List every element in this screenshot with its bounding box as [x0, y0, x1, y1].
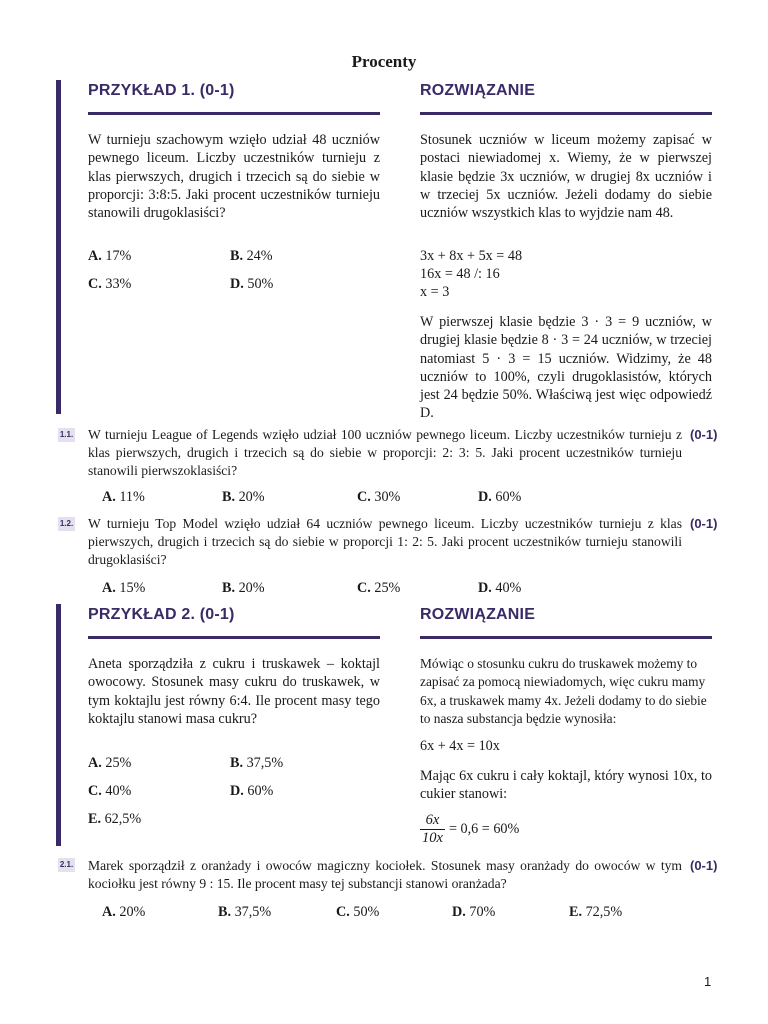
example-1-solution-end: W pierwszej klasie będzie 3 · 3 = 9 uczniów, w drugiej klasie będzie 8 · 3 = 24 uczniów, w trzeciej natomiast 5 · 3 = 15 uczniów. Widzimy, że 48 uczniów to 100%, czyli drugoklasistów, których jest 24 będzie 50%. Właściwą jest więc odpowiedź D.: [420, 314, 712, 422]
task-1-2-option-c: C. 25%: [357, 580, 401, 596]
example-2-option-c: C. 40%: [88, 783, 132, 799]
task-1-2-points: (0-1): [690, 516, 718, 531]
example-1-equation-2: 16x = 48 /: 16: [420, 266, 500, 282]
example-2-option-e: E. 62,5%: [88, 811, 142, 827]
example-1-option-b: B. 24%: [230, 248, 273, 264]
example-1-option-a: A. 17%: [88, 248, 132, 264]
example-2-solution-rule: [420, 636, 712, 639]
example-1-solution-rule: [420, 112, 712, 115]
example-2-solution-mid: Mając 6x cukru i cały koktajl, który wynosi 10x, to cukier stanowi:: [420, 768, 712, 803]
example-2-option-b: B. 37,5%: [230, 755, 284, 771]
task-1-1-points: (0-1): [690, 427, 718, 442]
task-1-2-option-b: B. 20%: [222, 580, 265, 596]
task-1-1-option-d: D. 60%: [478, 489, 522, 505]
example-2-solution-intro: Mówiąc o stosunku cukru do truskawek możemy to zapisać za pomocą niewiadomych, więc cukru mamy 6x, a truskawek mamy 4x. Jeżeli dodamy to do siebie to nasza substancja będzie wynosiła:: [420, 656, 707, 726]
example-1-heading: PRZYKŁAD 1. (0-1): [88, 82, 235, 99]
example-2-option-d: D. 60%: [230, 783, 274, 799]
example-2-fraction-numerator: 6x: [420, 812, 445, 830]
page-number: 1: [704, 974, 712, 989]
example-2-solution-heading: ROZWIĄZANIE: [420, 606, 536, 623]
task-2-1-option-d: D. 70%: [452, 904, 496, 920]
example-2-heading: PRZYKŁAD 2. (0-1): [88, 606, 235, 623]
example-1-problem: W turnieju szachowym wzięło udział 48 uczniów pewnego liceum. Liczby uczestników turnieju z klas pierwszych, drugich i trzecich są do siebie w proporcji: 3:8:5. Jaki procent uczestników turnieju stanowili drugoklasiści?: [88, 132, 380, 222]
task-1-1-option-c: C. 30%: [357, 489, 401, 505]
example-2-option-a: A. 25%: [88, 755, 132, 771]
example-2-fraction-result: = 0,6 = 60%: [448, 821, 520, 837]
example-1-option-d: D. 50%: [230, 276, 274, 292]
example-2-fraction: [420, 812, 445, 847]
example-1-equation-3: x = 3: [420, 284, 450, 300]
example-2-heading-rule: [88, 636, 380, 639]
example-1-solution-heading: ROZWIĄZANIE: [420, 82, 536, 99]
task-2-1-option-b: B. 37,5%: [218, 904, 272, 920]
task-2-1-text: Marek sporządził z oranżady i owoców magiczny kociołek. Stosunek masy oranżady do owoców w tym kociołku jest równy 9 : 15. Ile procent masy tej substancji stanowi oranżada?: [88, 858, 682, 891]
task-1-1-option-a: A. 11%: [102, 489, 145, 505]
example-1-heading-rule: [88, 112, 380, 115]
task-1-2-option-d: D. 40%: [478, 580, 522, 596]
example-1-side-bar: [56, 80, 61, 414]
task-2-1-number-badge: 2.1.: [58, 858, 75, 872]
task-2-1-option-a: A. 20%: [102, 904, 146, 920]
task-1-1-option-b: B. 20%: [222, 489, 265, 505]
task-1-2-option-a: A. 15%: [102, 580, 146, 596]
task-1-2-number-badge: 1.2.: [58, 517, 75, 531]
example-2-equation: 6x + 4x = 10x: [420, 738, 500, 754]
task-1-1-text: W turnieju League of Legends wzięło udział 100 uczniów pewnego liceum. Liczby uczestników turnieju z klas pierwszych, drugich i trzecich są do siebie w proporcji: 2: 3: 5. Jaki procent uczestników turnieju stanowili pierwszoklasiści?: [88, 427, 682, 478]
task-2-1-points: (0-1): [690, 858, 718, 873]
example-2-problem: Aneta sporządziła z cukru i truskawek – koktajl owocowy. Stosunek masy cukru do truskawek, w tym koktajlu jest równy 6:4. Ile procent masy tego koktajlu stanowi masa cukru?: [88, 656, 380, 727]
task-1-1-number-badge: 1.1.: [58, 428, 75, 442]
task-2-1-option-c: C. 50%: [336, 904, 380, 920]
example-1-option-c: C. 33%: [88, 276, 132, 292]
task-1-2-text: W turnieju Top Model wzięło udział 64 uczniów pewnego liceum. Liczby uczestników turnieju z klas pierwszych, drugich i trzecich są do siebie w proporcji 1: 2: 5. Jaki procent uczestników turnieju stanowili drugoklasiści?: [88, 516, 682, 567]
example-2-fraction-result-line: [420, 812, 519, 847]
page-title: Procenty: [351, 52, 417, 71]
example-2-side-bar: [56, 604, 61, 846]
task-2-1-option-e: E. 72,5%: [569, 904, 623, 920]
example-1-solution-intro: Stosunek uczniów w liceum możemy zapisać w postaci niewiadomej x. Wiemy, że w pierwszej klasie będzie 3x uczniów, w drugiej 8x uczniów i w trzeciej 5x uczniów. Jeżeli dodamy do siebie uczniów wszystkich klas to wyjdzie nam 48.: [420, 132, 712, 222]
example-1-equation-1: 3x + 8x + 5x = 48: [420, 248, 523, 264]
example-2-fraction-denominator: 10x: [422, 830, 443, 846]
